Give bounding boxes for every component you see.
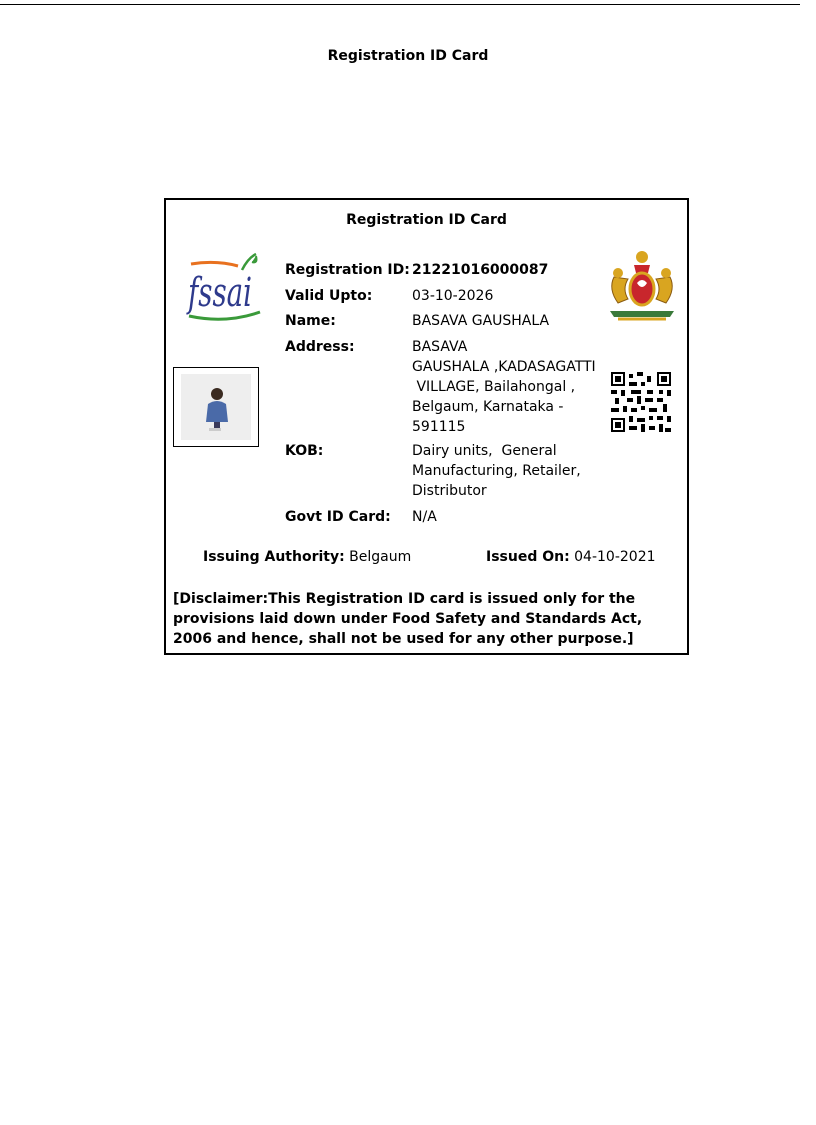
kob-line: Distributor [412, 483, 487, 499]
disclaimer: [Disclaimer:This Registration ID card is issued only for the provisions laid down under Food Safety and Standards Act, 2006 and hence, shall not be used for any other purpose.] [173, 591, 643, 647]
kob-line: Manufacturing, Retailer, [412, 463, 581, 479]
kob-label: KOB: [285, 443, 324, 459]
issued-on-label: Issued On: [486, 549, 570, 565]
person-icon [181, 374, 251, 440]
address-line: 591115 [412, 419, 466, 435]
applicant-photo [173, 367, 259, 447]
issued-on [486, 549, 656, 565]
qr-code-icon [611, 372, 671, 432]
top-rule [0, 4, 800, 5]
page-title: Registration ID Card [327, 48, 489, 64]
fssai-logo [186, 248, 266, 328]
address-label: Address: [285, 339, 355, 355]
name-label: Name: [285, 313, 336, 329]
address-line: VILLAGE, Bailahongal , [412, 379, 576, 395]
address-line: Belgaum, Karnataka - [412, 399, 564, 415]
registration-id-value: 21221016000087 [412, 262, 549, 278]
karnataka-emblem-icon [604, 247, 680, 327]
registration-card [164, 198, 689, 655]
name-value: BASAVA GAUSHALA [412, 313, 550, 329]
govt-id-value: N/A [412, 509, 437, 525]
issuing-authority-label: Issuing Authority: [203, 549, 345, 565]
issuing-authority [203, 549, 411, 565]
registration-id-label: Registration ID: [285, 262, 410, 278]
card-title: Registration ID Card [346, 212, 507, 228]
address-line: GAUSHALA ,KADASAGATTI [412, 359, 596, 375]
valid-upto-value: 03-10-2026 [412, 288, 494, 304]
issuing-authority-value: Belgaum [344, 549, 412, 565]
address-line: BASAVA [412, 339, 468, 355]
valid-upto-label: Valid Upto: [285, 288, 373, 304]
svg-text:fssai: fssai [185, 270, 252, 316]
address-value [412, 337, 597, 437]
govt-id-label: Govt ID Card: [285, 509, 391, 525]
kob-line: Dairy units, General [412, 443, 557, 459]
issued-on-value: 04-10-2021 [569, 549, 656, 565]
kob-value [412, 441, 597, 501]
